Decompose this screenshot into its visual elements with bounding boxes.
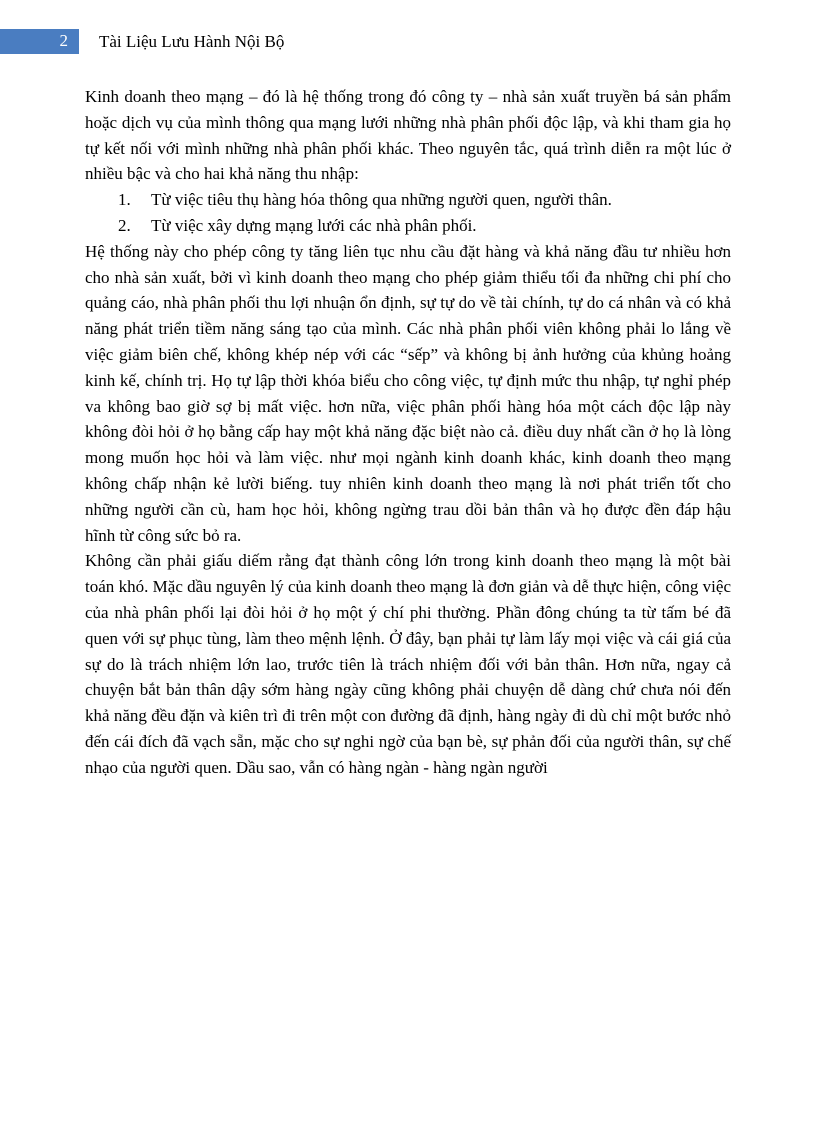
list-item [85, 213, 731, 239]
system-paragraph: Hệ thống này cho phép công ty tăng liên tục nhu cầu đặt hàng và khả năng đầu tư nhiều hơn cho nhà sản xuất, bởi vì kinh doanh theo mạng cho phép giảm thiểu tối đa những chi phí cho quảng cáo, nhà phân phối thu lợi nhuận ổn định, sự tự do về tài chính, tự do cá nhân và có khả năng phát triển tiềm năng sáng tạo của mình. Các nhà phân phối viên không phải lo lắng về việc giảm biên chế, không khép nép với các “sếp” và không bị ảnh hưởng của khủng hoảng kinh kế, chính trị. Họ tự lập thời khóa biểu cho công việc, tự định mức thu nhập, tự nghỉ phép va không bao giờ sợ bị mất việc. hơn nữa, việc phân phối hàng hóa một cách độc lập này không đòi hỏi ở họ bằng cấp hay một khả năng đặc biệt nào cả. điều duy nhất cần ở họ là lòng mong muốn học hỏi và làm việc. như mọi ngành kinh doanh khác, kinh doanh theo mạng không chấp nhận kẻ lười biếng. tuy nhiên kinh doanh theo mạng là nơi phát triển tốt cho những người cần cù, ham học hỏi, không ngừng trau dồi bản thân và họ được đền đáp hậu hĩnh từ công sức bỏ ra. [85, 241, 731, 545]
income-list [85, 187, 731, 239]
document-body [85, 84, 731, 781]
page-number: 2 [59, 31, 68, 50]
page-number-badge [0, 29, 79, 54]
challenge-paragraph: Không cần phải giấu diếm rằng đạt thành công lớn trong kinh doanh theo mạng là một bài toán khó. Mặc dầu nguyên lý của kinh doanh theo mạng là đơn giản và dễ thực hiện, công việc của nhà phân phối lại đòi hỏi ở họ một ý chí phi thường. Phần đông chúng ta từ tấm bé đã quen với sự phục tùng, làm theo mệnh lệnh. Ở đây, bạn phải tự làm lấy mọi việc và cái giá của sự do là trách nhiệm lớn lao, trước tiên là trách nhiệm đối với bản thân. Hơn nữa, ngay cả chuyện bắt bản thân dậy sớm hàng ngày cũng không phải chuyện dễ dàng chứ chưa nói đến khả năng đều đặn và kiên trì đi trên một con đường đã định, hàng ngày đi dù chỉ một bước nhỏ đến cái đích đã vạch sẵn, mặc cho sự nghi ngờ của bạn bè, sự phản đối của người thân, sự chế nhạo của người quen. Dầu sao, vẫn có hàng ngàn - hàng ngàn người [85, 551, 731, 777]
list-item-number: 1. [118, 190, 131, 210]
list-item [85, 187, 731, 213]
header-title: Tài Liệu Lưu Hành Nội Bộ [99, 32, 285, 51]
page-header [0, 29, 816, 54]
list-item-text: Từ việc xây dựng mạng lưới các nhà phân phối. [151, 215, 477, 235]
list-item-number: 2. [118, 215, 131, 235]
list-item-text: Từ việc tiêu thụ hàng hóa thông qua những người quen, người thân. [151, 190, 612, 210]
intro-paragraph: Kinh doanh theo mạng – đó là hệ thống trong đó công ty – nhà sản xuất truyền bá sản phẩm hoặc dịch vụ của mình thông qua mạng lưới những nhà phân phối độc lập, và khi tham gia họ tự kết nối với mình những nhà phân phối khác. Theo nguyên tắc, quá trình diễn ra một lúc ở nhiều bậc và cho hai khả năng thu nhập: [85, 87, 731, 184]
